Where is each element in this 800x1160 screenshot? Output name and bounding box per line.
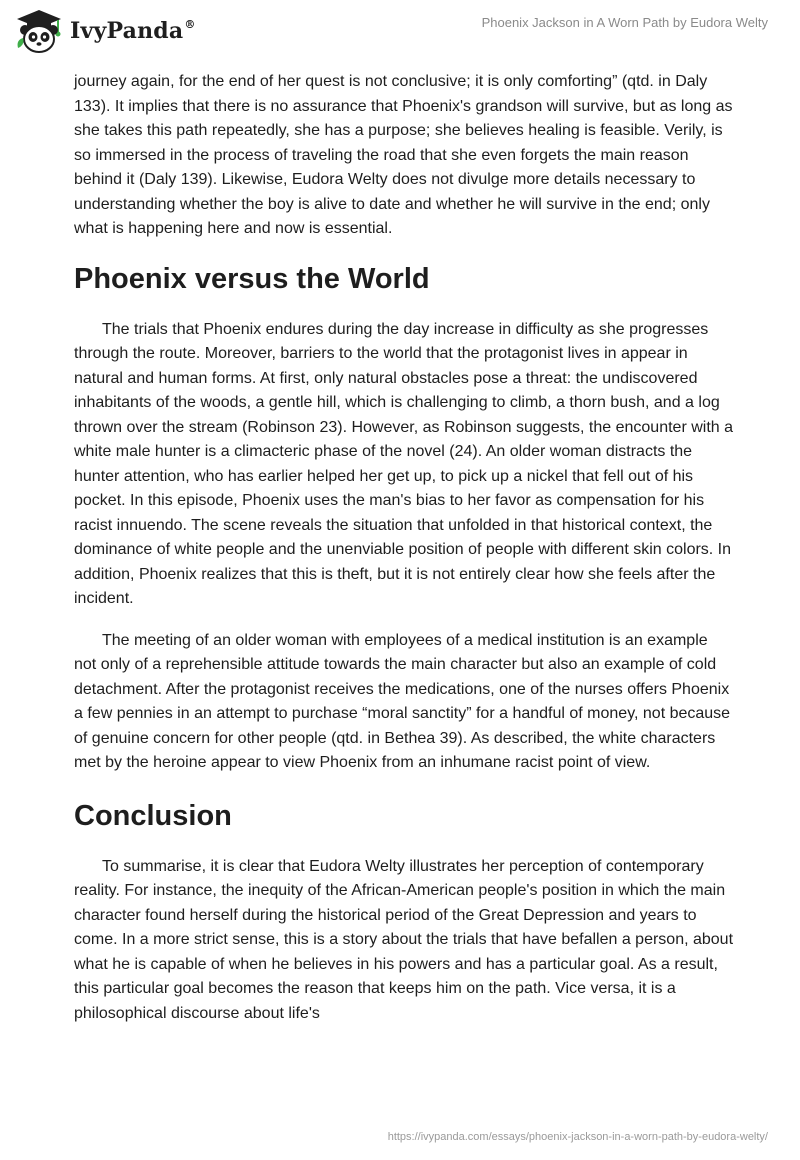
essay-content [74,70,734,1026]
document-title: Phoenix Jackson in A Worn Path by Eudora Welty [481,15,768,30]
brand-name: IvyPanda® [70,18,196,44]
intro-paragraph: journey again, for the end of her quest is not conclusive; it is only comforting” (qtd. in Daly 133). It implies that there is no assurance that Phoenix's grandson will survive, but as long as she takes this path repeatedly, she has a purpose; she believes healing is feasible. Verily, is so immersed in the process of traveling the road that she even forgets the main reason behind it (Daly 139). Likewise, Eudora Welty does not divulge more details necessary to understanding whether the boy is alive to date and whether he will survive in the end; only what is happening here and now is essential. [74,73,733,237]
section-heading-conclusion: Conclusion [74,799,232,832]
panda-graduation-cap-icon [14,8,64,54]
section-heading-phoenix-versus-world: Phoenix versus the World [74,262,430,295]
paragraph-medical-institution: The meeting of an older woman with employees of a medical institution is an example not only of a reprehensible attitude towards the main character but also an example of cold detachment. After the protagonist receives the medications, one of the nurses offers Phoenix a few pennies in an attempt to purchase “moral sanctity” for a handful of money, not because of genuine concern for other people (qtd. in Bethea 39). As described, the white characters met by the heroine appear to view Phoenix from an inhumane racist point of view. [74,631,731,771]
paragraph-trials: The trials that Phoenix endures during the day increase in difficulty as she progresses through the route. Moreover, barriers to the world that the protagonist lives in appear in natural and human forms. At first, only natural obstacles pose a threat: the undiscovered inhabitants of the woods, a gentle hill, which is challenging to climb, a thorn bush, and a log thrown over the stream (Robinson 23). However, as Robinson suggests, the encounter with a white male hunter is a climacteric phase of the novel (24). An older woman distracts the hunter attention, who has earlier helped her get up, to pick up a nickel that fell out of his pocket. In this episode, Phoenix uses the man's bias to her favor as compensation for his racist innuendo. The scene reveals the situation that unfolded in that historical context, the dominance of white people and the unenviable position of people with different skin colors. In addition, Phoenix realizes that this is theft, but it is not entirely clear how she feels after the incident. [74,320,734,607]
ivypanda-logo[interactable] [14,8,196,54]
source-url[interactable]: https://ivypanda.com/essays/phoenix-jackson-in-a-worn-path-by-eudora-welty/ [387,1131,768,1143]
page-header [0,0,800,70]
paragraph-conclusion: To summarise, it is clear that Eudora Welty illustrates her perception of contemporary reality. For instance, the inequity of the African-American people's position in which the main character found herself during the historical period of the Great Depression and years to come. In a more strict sense, this is a story about the trials that have befallen a person, about what he is capable of when he believes in his powers and has a particular goal. As a result, this particular goal becomes the reason that keeps him on the path. Vice versa, it is a philosophical discourse about life's [74,857,734,1022]
